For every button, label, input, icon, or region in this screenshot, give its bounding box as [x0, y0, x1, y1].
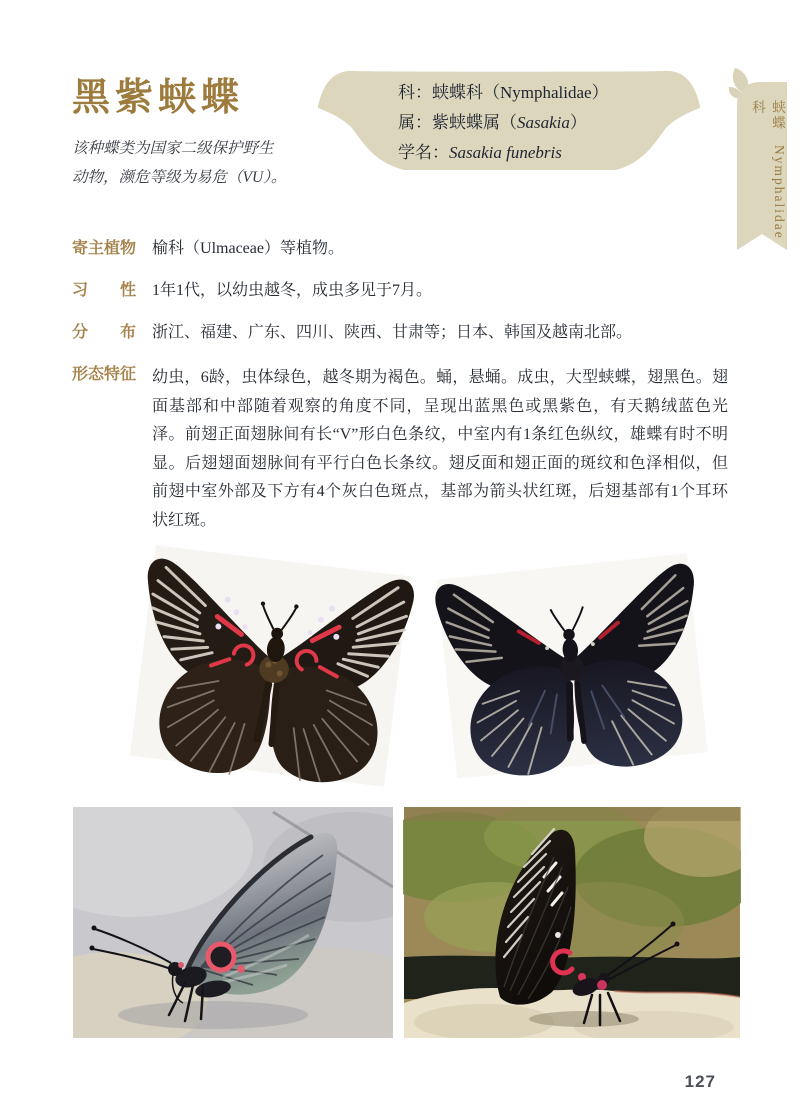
chapter-tab-cn: 蛱蝶科: [750, 100, 785, 131]
habitat-photo-stone: [73, 807, 393, 1038]
section-content: 1年1代，以幼虫越冬，成虫多见于7月。: [152, 282, 433, 299]
section-content: 幼虫，6龄，虫体绿色，越冬期为褐色。蛹，悬蛹。成虫，大型蛱蝶，翅黑色。翅面基部和中部随着观察的角度不同，呈现出蓝黑色或黑紫色，有天鹅绒蓝色光泽。前翅正面翅脉间有长“V”形白色条纹，中室内有1条红色纵纹，雄蝶有时不明显。后翅翅面翅脉间有平行白色长条纹。翅反面和翅正面的斑纹和色泽相似，但前翅中室外部及下方有4个灰白色斑点，基部为箭头状红斑，后翅基部有1个耳环状红斑。: [152, 369, 728, 529]
section-label: 寄主植物: [72, 240, 137, 257]
info-sections: [72, 238, 728, 556]
habitat-photo-log: [403, 807, 741, 1038]
chapter-side-tab: [737, 82, 787, 250]
specimen-photo-dorsal: [426, 554, 718, 784]
chapter-tab-latin: Nymphalidae: [772, 145, 787, 240]
protection-note-line1: 该种蝶类为国家二级保护野生: [72, 140, 274, 157]
taxonomy-sciname: 学名：Sasakia funebris: [398, 143, 562, 162]
page-title: 黑紫蛱蝶: [72, 77, 245, 119]
section-morphology: [72, 364, 728, 536]
protection-note: [72, 134, 332, 192]
section-host-plants: [72, 238, 728, 260]
taxonomy-family: 科：蛱蝶科（Nymphalidae）: [398, 83, 609, 102]
butterfly-specimen-ventral: [116, 534, 432, 807]
section-distribution: [72, 322, 728, 344]
section-label: 习 性: [72, 282, 137, 299]
section-content: 浙江、福建、广东、四川、陕西、甘肃等；日本、韩国及越南北部。: [152, 324, 633, 341]
page-number: 127: [684, 1072, 716, 1091]
specimen-photo-ventral: [126, 546, 422, 794]
butterfly-specimen-dorsal: [417, 542, 728, 797]
habitat-photo-log-image: [403, 807, 741, 1038]
section-label: 形态特征: [72, 366, 137, 383]
section-content: 榆科（Ulmaceae）等植物。: [152, 240, 344, 257]
taxonomy-banner: [318, 66, 700, 184]
protection-note-line2: 动物，濒危等级为易危（VU）。: [72, 169, 287, 186]
section-habits: [72, 280, 728, 302]
taxonomy-lines: [398, 78, 609, 168]
section-label: 分 布: [72, 324, 137, 341]
chapter-tab-label: [737, 100, 787, 240]
taxonomy-genus: 属：紫蛱蝶属（Sasakia）: [398, 113, 587, 132]
habitat-photo-stone-image: [73, 807, 393, 1038]
